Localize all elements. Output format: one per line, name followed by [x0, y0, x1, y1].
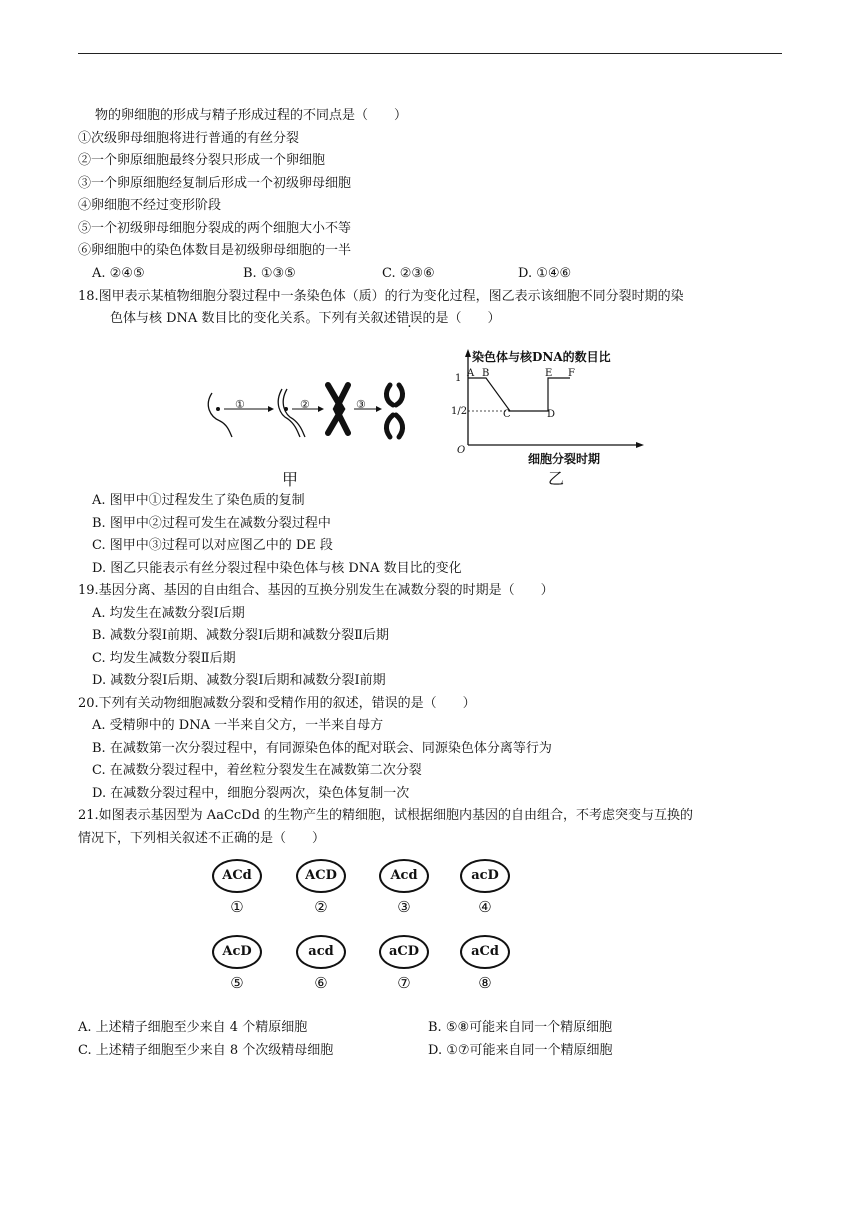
- q18-option-d[interactable]: D. 图乙只能表示有丝分裂过程中染色体与核 DNA 数目比的变化: [92, 561, 462, 576]
- q20-stem: 20.下列有关动物细胞减数分裂和受精作用的叙述，错误的是（ ）: [78, 696, 476, 711]
- yi-ytick-1: 1: [455, 373, 462, 384]
- yi-origin: O: [457, 445, 466, 456]
- q17-option-d[interactable]: D. ①④⑥: [518, 266, 572, 281]
- yi-point-b: B: [482, 368, 490, 379]
- header-rule: [78, 53, 782, 54]
- q18-emphasis: 错误: [396, 311, 423, 326]
- q20-option-d[interactable]: D. 在减数分裂过程中，细胞分裂两次，染色体复制一次: [92, 786, 410, 801]
- q20-option-a[interactable]: A. 受精卵中的 DNA 一半来自父方，一半来自母方: [92, 718, 384, 733]
- jia-step-1: ①: [235, 398, 245, 411]
- q19-option-d[interactable]: D. 减数分裂Ⅰ后期、减数分裂Ⅰ后期和减数分裂Ⅰ前期: [92, 673, 386, 688]
- q17-option-c[interactable]: C. ②③⑥: [382, 266, 435, 281]
- q21-stem-line1: 21.如图表示基因型为 AaCcDd 的生物产生的精细胞，试根据细胞内基因的自由组合，不考虑突变与互换的: [78, 808, 694, 823]
- q19-option-c[interactable]: C. 均发生减数分裂Ⅱ后期: [92, 651, 236, 666]
- jia-step-3: ③: [356, 398, 366, 411]
- q20-option-c[interactable]: C. 在减数分裂过程中，着丝粒分裂发生在减数第二次分裂: [92, 763, 422, 778]
- sperm-cell-1-num: ①: [230, 898, 244, 916]
- sperm-cell-5: AcD: [212, 935, 262, 969]
- sperm-cell-8: aCd: [460, 935, 510, 969]
- q21-option-a[interactable]: A. 上述精子细胞至少来自 4 个精原细胞: [78, 1020, 308, 1035]
- sperm-cell-2: ACD: [296, 859, 346, 893]
- q17-stem: 物的卵细胞的形成与精子形成过程的不同点是（ ）: [95, 108, 408, 123]
- q17-item-1: ①次级卵母细胞将进行普通的有丝分裂: [78, 131, 300, 146]
- sperm-cell-5-num: ⑤: [230, 974, 244, 992]
- q17-item-6: ⑥卵细胞中的染色体数目是初级卵母细胞的一半: [78, 243, 352, 258]
- yi-x-label: 细胞分裂时期: [528, 452, 601, 466]
- q18-option-b[interactable]: B. 图甲中②过程可发生在减数分裂过程中: [92, 516, 331, 531]
- q17-option-a[interactable]: A. ②④⑤: [92, 266, 145, 281]
- sperm-cell-3-num: ③: [397, 898, 411, 916]
- sperm-cell-6-num: ⑥: [314, 974, 328, 992]
- q18-option-a[interactable]: A. 图甲中①过程发生了染色质的复制: [92, 493, 305, 508]
- q21-option-d[interactable]: D. ①⑦可能来自同一个精原细胞: [428, 1043, 613, 1058]
- yi-point-e: E: [545, 368, 553, 379]
- sperm-cell-3: Acd: [379, 859, 429, 893]
- q18-stem-line2: 色体与核 DNA 数目比的变化关系。下列有关叙述错误的是（ ）: [110, 311, 501, 326]
- sperm-cell-6: acd: [296, 935, 346, 969]
- q19-option-a[interactable]: A. 均发生在减数分裂Ⅰ后期: [92, 606, 245, 621]
- sperm-cell-4-num: ④: [478, 898, 492, 916]
- yi-ytick-half: 1/2: [451, 406, 468, 417]
- q19-stem: 19.基因分离、基因的自由组合、基因的互换分别发生在减数分裂的时期是（ ）: [78, 583, 554, 598]
- sperm-cell-7-num: ⑦: [397, 974, 411, 992]
- figure-jia-caption: 甲: [282, 470, 299, 489]
- q17-option-b[interactable]: B. ①③⑤: [243, 266, 296, 281]
- q17-item-2: ②一个卵原细胞最终分裂只形成一个卵细胞: [78, 153, 326, 168]
- sperm-cell-2-num: ②: [314, 898, 328, 916]
- q21-option-c[interactable]: C. 上述精子细胞至少来自 8 个次级精母细胞: [78, 1043, 334, 1058]
- sperm-cell-8-num: ⑧: [478, 974, 492, 992]
- yi-point-f: F: [568, 368, 575, 379]
- yi-point-c: C: [503, 409, 511, 420]
- sperm-cell-1: ACd: [212, 859, 262, 893]
- q17-item-5: ⑤一个初级卵母细胞分裂成的两个细胞大小不等: [78, 221, 352, 236]
- q21-stem-line2: 情况下，下列相关叙述不正确的是（ ）: [78, 831, 326, 846]
- q18-stem-line1: 18.图甲表示某植物细胞分裂过程中一条染色体（质）的行为变化过程，图乙表示该细胞不同分裂时期的染: [78, 289, 684, 304]
- jia-step-2: ②: [300, 398, 310, 411]
- sperm-cell-7: aCD: [379, 935, 429, 969]
- yi-point-d: D: [547, 409, 556, 420]
- q21-option-b[interactable]: B. ⑤⑧可能来自同一个精原细胞: [428, 1020, 613, 1035]
- q18-option-c[interactable]: C. 图甲中③过程可以对应图乙中的 DE 段: [92, 538, 333, 553]
- q20-option-b[interactable]: B. 在减数第一次分裂过程中，有同源染色体的配对联会、同源染色体分离等行为: [92, 741, 552, 756]
- sperm-cell-4: acD: [460, 859, 510, 893]
- yi-point-a: A: [467, 368, 475, 379]
- q17-item-4: ④卵细胞不经过变形阶段: [78, 198, 222, 213]
- q17-item-3: ③一个卵原细胞经复制后形成一个初级卵母细胞: [78, 176, 352, 191]
- q19-option-b[interactable]: B. 减数分裂Ⅰ前期、减数分裂Ⅰ后期和减数分裂Ⅱ后期: [92, 628, 389, 643]
- figure-yi-caption: 乙: [548, 469, 565, 488]
- yi-y-label: 染色体与核DNA的数目比: [472, 350, 611, 364]
